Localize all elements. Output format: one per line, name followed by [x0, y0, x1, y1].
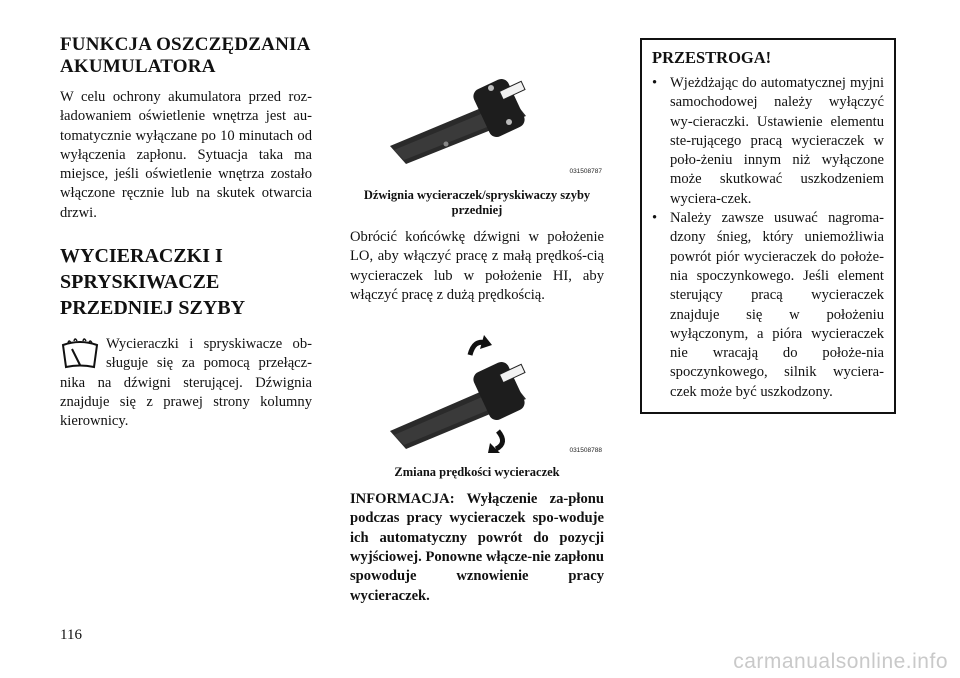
wipers-paragraph — [60, 335, 312, 431]
caution-item-text: Wjeżdżając do automatycznej myjni samochodowej należy wyłączyć wy-cieraczki. Ustawienie elementu ste-rującego pracą wycieraczek w poło-żeniu innym niż wyłączone może skutkować uszkodzeniem wyciera-czek. — [670, 75, 884, 207]
watermark: carmanualsonline.info — [733, 650, 948, 673]
caution-item-text: Należy zawsze usuwać nagroma-dzony śnieg, który uniemożliwia powrót piór wycieraczek do położe-nia spoczynkowego. Jeśli element sterujący pracą wycieraczek znajduje się w położeniu wyłączonym, a pióra wycieraczek nie wracają do położe-nia spoczynkowego, silnik wyciera-czek może być uszkodzony. — [670, 210, 884, 400]
wiper-stalk-figure — [350, 64, 604, 174]
page-number: 116 — [60, 627, 82, 643]
caution-list — [652, 74, 884, 402]
figure1-caption: Dźwignia wycieraczek/spryskiwaczy szyby przedniej — [363, 188, 591, 217]
battery-saver-section — [60, 34, 312, 223]
figure2-code: 031508788 — [569, 447, 602, 455]
caution-title: PRZESTROGA! — [652, 48, 772, 67]
caution-item: • Należy zawsze usuwać nagroma-dzony śnieg, który uniemożliwia powrót piór wycieraczek do położe-nia spoczynkowego. Jeśli element sterujący pracą wycieraczek znajduje się w położeniu wyłączonym, a pióra wycieraczek nie wracają do położe-nia spoczynkowego, silnik wyciera-czek może być uszkodzony. — [652, 210, 884, 400]
windshield-wiper-icon — [60, 337, 100, 371]
figure2-caption: Zmiana prędkości wycieraczek — [394, 465, 560, 480]
battery-saver-heading: FUNKCJA OSZCZĘDZANIA AKUMULATORA — [60, 34, 310, 77]
wipers-body: Wycieraczki i spryskiwacze ob-sługuje się za pomocą przełącz-nika na dźwigni sterującej. Dźwignia znajduje się z prawej strony kolumny kierownicy. — [60, 336, 312, 430]
wiper-speed-image — [350, 335, 604, 453]
info-note: INFORMACJA: Wyłączenie za-płonu podczas pracy wycieraczek spo-woduje ich automatyczny powrót do pozycji wyjściowej. Ponowne włącze-nie zapłonu spowoduje wznowienie pracy wycieraczek. — [350, 491, 604, 604]
wiper-speed-figure — [350, 335, 604, 453]
middle-column — [350, 64, 604, 606]
wipers-section — [60, 243, 312, 431]
figure1-code: 031508787 — [569, 168, 602, 175]
right-column — [640, 38, 896, 414]
caution-box — [640, 38, 896, 414]
speed-paragraph: Obrócić końcówkę dźwigni w położenie LO, aby włączyć pracę z małą prędkoś-cią wycieraczek lub w położenie HI, aby włączyć pracę z dużą prędkością. — [350, 229, 604, 303]
battery-saver-body: W celu ochrony akumulatora przed roz-ładowaniem oświetlenie wnętrza jest au-tomatycznie wyłączane po 10 minutach od wyłączenia zapłonu. Sytuacja taka ma miejsce, jeśli oświetlenie wnętrza zostało włączone ręcznie lub na skutek otwarcia drzwi. — [60, 89, 312, 221]
left-column — [60, 34, 312, 432]
caution-item: • Wjeżdżając do automatycznej myjni samochodowej należy wyłączyć wy-cieraczki. Ustawienie elementu ste-rującego pracą wycieraczek w poło-żeniu innym niż wyłączone może skutkować uszkodzeniem wyciera-czek. — [652, 75, 884, 207]
wiper-stalk-image — [350, 64, 604, 174]
wipers-heading: WYCIERACZKI I SPRYSKIWACZE PRZEDNIEJ SZYBY — [60, 245, 246, 320]
